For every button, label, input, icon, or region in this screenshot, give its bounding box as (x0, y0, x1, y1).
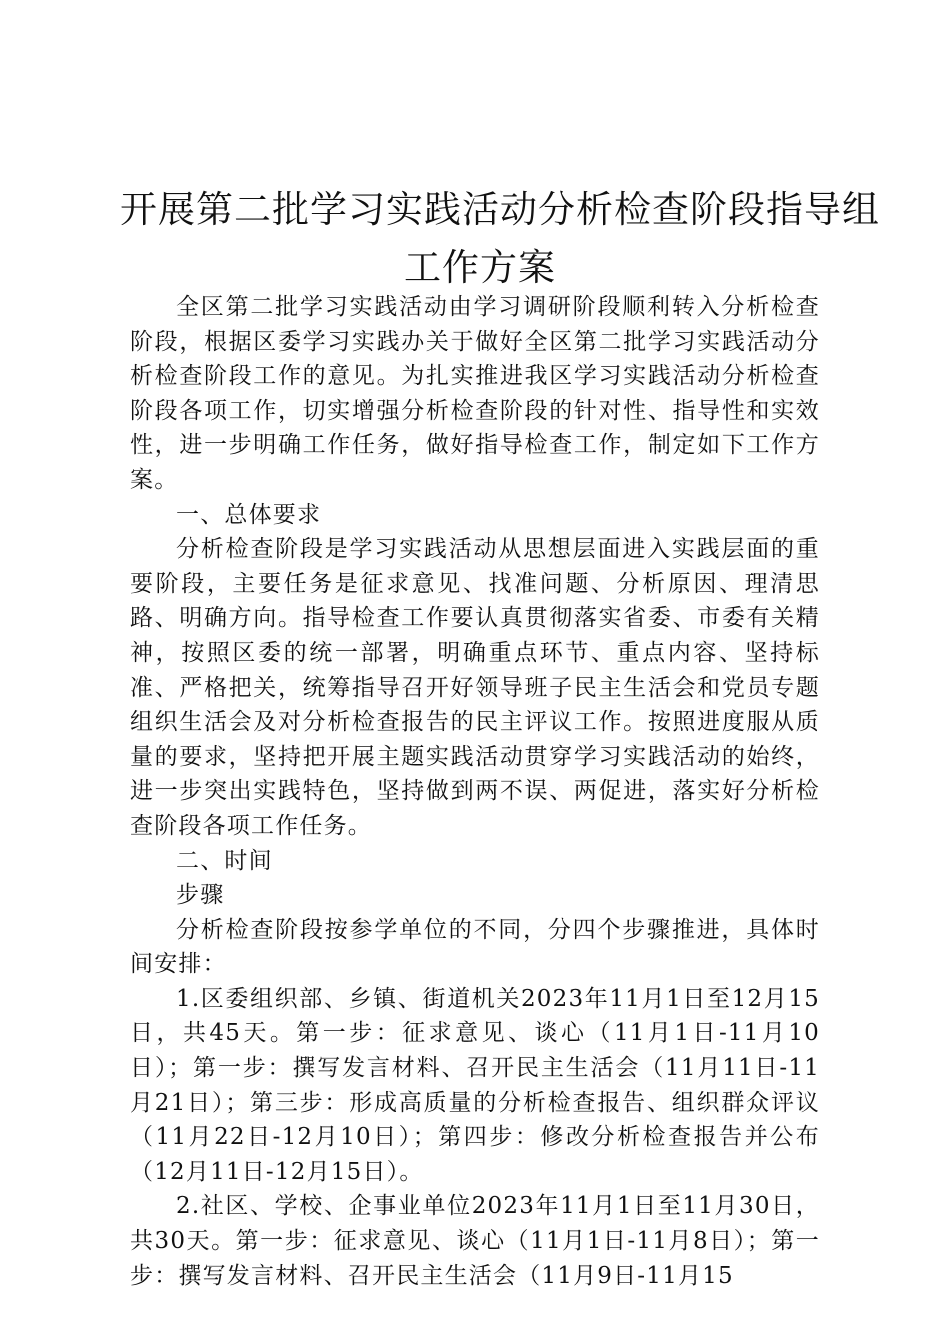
general-requirements-paragraph: 分析检查阶段是学习实践活动从思想层面进入实践层面的重要阶段，主要任务是征求意见、找准问题、分析原因、理清思路、明确方向。指导检查工作要认真贯彻落实省委、市委有关精神，按照区委的统一部署，明确重点环节、重点内容、坚持标准、严格把关，统筹指导召开好领导班子民主生活会和党员专题组织生活会及对分析检查报告的民主评议工作。按照进度服从质量的要求，坚持把开展主题实践活动贯穿学习实践活动的始终，进一步突出实践特色，坚持做到两不误、两促进，落实好分析检查阶段各项工作任务。 (130, 536, 820, 839)
section-heading-time: 二、时间 (176, 847, 273, 874)
section-heading-general-requirements: 一、总体要求 (176, 501, 322, 528)
document-title-line-1: 开展第二批学习实践活动分析检查阶段指导组 (120, 188, 880, 231)
schedule-intro-paragraph: 分析检查阶段按参学单位的不同，分四个步骤推进，具体时间安排： (130, 916, 820, 978)
document-title-line-2: 工作方案 (404, 246, 556, 289)
schedule-item-1: 1.区委组织部、乡镇、街道机关2023年11月1日至12月15日，共45天。第一步：征求意见、谈心（11月1日-11月10日）；第一步：撰写发言材料、召开民主生活会（11月11日-11月21日）；第三步：形成高质量的分析检查报告、组织群众评议（11月22日-12月10日）；第四步：修改分析检查报告并公布（12月11日-12月15日）。 (130, 985, 820, 1185)
intro-paragraph: 全区第二批学习实践活动由学习调研阶段顺利转入分析检查阶段，根据区委学习实践办关于做好全区第二批学习实践活动分析检查阶段工作的意见。为扎实推进我区学习实践活动分析检查阶段各项工作，切实增强分析检查阶段的针对性、指导性和实效性，进一步明确工作任务，做好指导检查工作，制定如下工作方案。 (130, 294, 820, 493)
section-heading-steps: 步骤 (176, 882, 225, 909)
schedule-item-2: 2.社区、学校、企事业单位2023年11月1日至11月30日，共30天。第一步：征求意见、谈心（11月1日-11月8日）；第一步：撰写发言材料、召开民主生活会（11月9日-11月15 (130, 1193, 820, 1289)
document-body (130, 290, 820, 1293)
